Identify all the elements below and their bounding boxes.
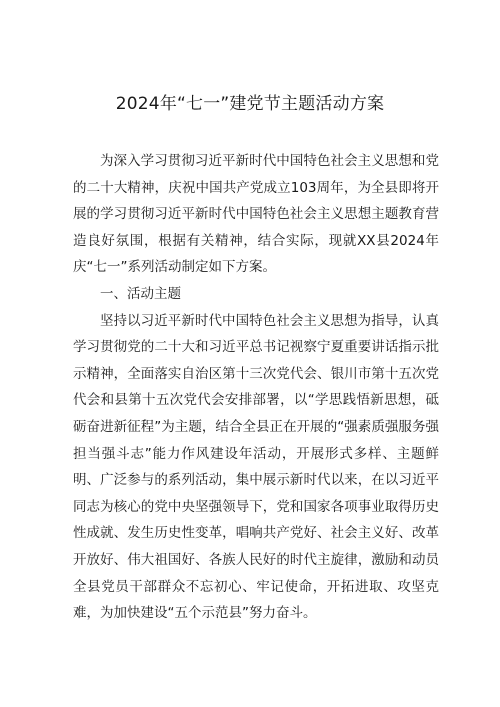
section-paragraph: 坚持以习近平新时代中国特色社会主义思想为指导，认真学习贯彻党的二十大和习近平总书记视察宁夏重要讲话指示批示精神，全面落实自治区第十三次党代会、银川市第十五次党代会和县第十五次党代会安排部署，以“学思践悟新思想，砥砺奋进新征程”为主题，结合全县正在开展的“强素质强服务强担当强斗志”能力作风建设年活动，开展形式多样、主题鲜明、广泛参与的系列活动，集中展示新时代以来，在以习近平同志为核心的党中央坚强领导下，党和国家各项事业取得历史性成就、发生历史性变革，唱响共产党好、社会主义好、改革开放好、伟大祖国好、各族人民好的时代主旋律，激励和动员全县党员干部群众不忘初心、牢记使命，开拓进取、攻坚克难，为加快建设“五个示范县”努力奋斗。 [73, 312, 439, 622]
intro-paragraph: 为深入学习贯彻习近平新时代中国特色社会主义思想和党的二十大精神，庆祝中国共产党成立103周年，为全县即将开展的学习贯彻习近平新时代中国特色社会主义思想主题教育营造良好氛围，根据有关精神，结合实际，现就XX县2024年庆“七一”系列活动制定如下方案。 [73, 153, 439, 276]
document-title: 2024年“七一”建党节主题活动方案 [115, 94, 385, 114]
section-heading: 一、活动主题 [100, 285, 181, 302]
document-body [73, 148, 439, 627]
